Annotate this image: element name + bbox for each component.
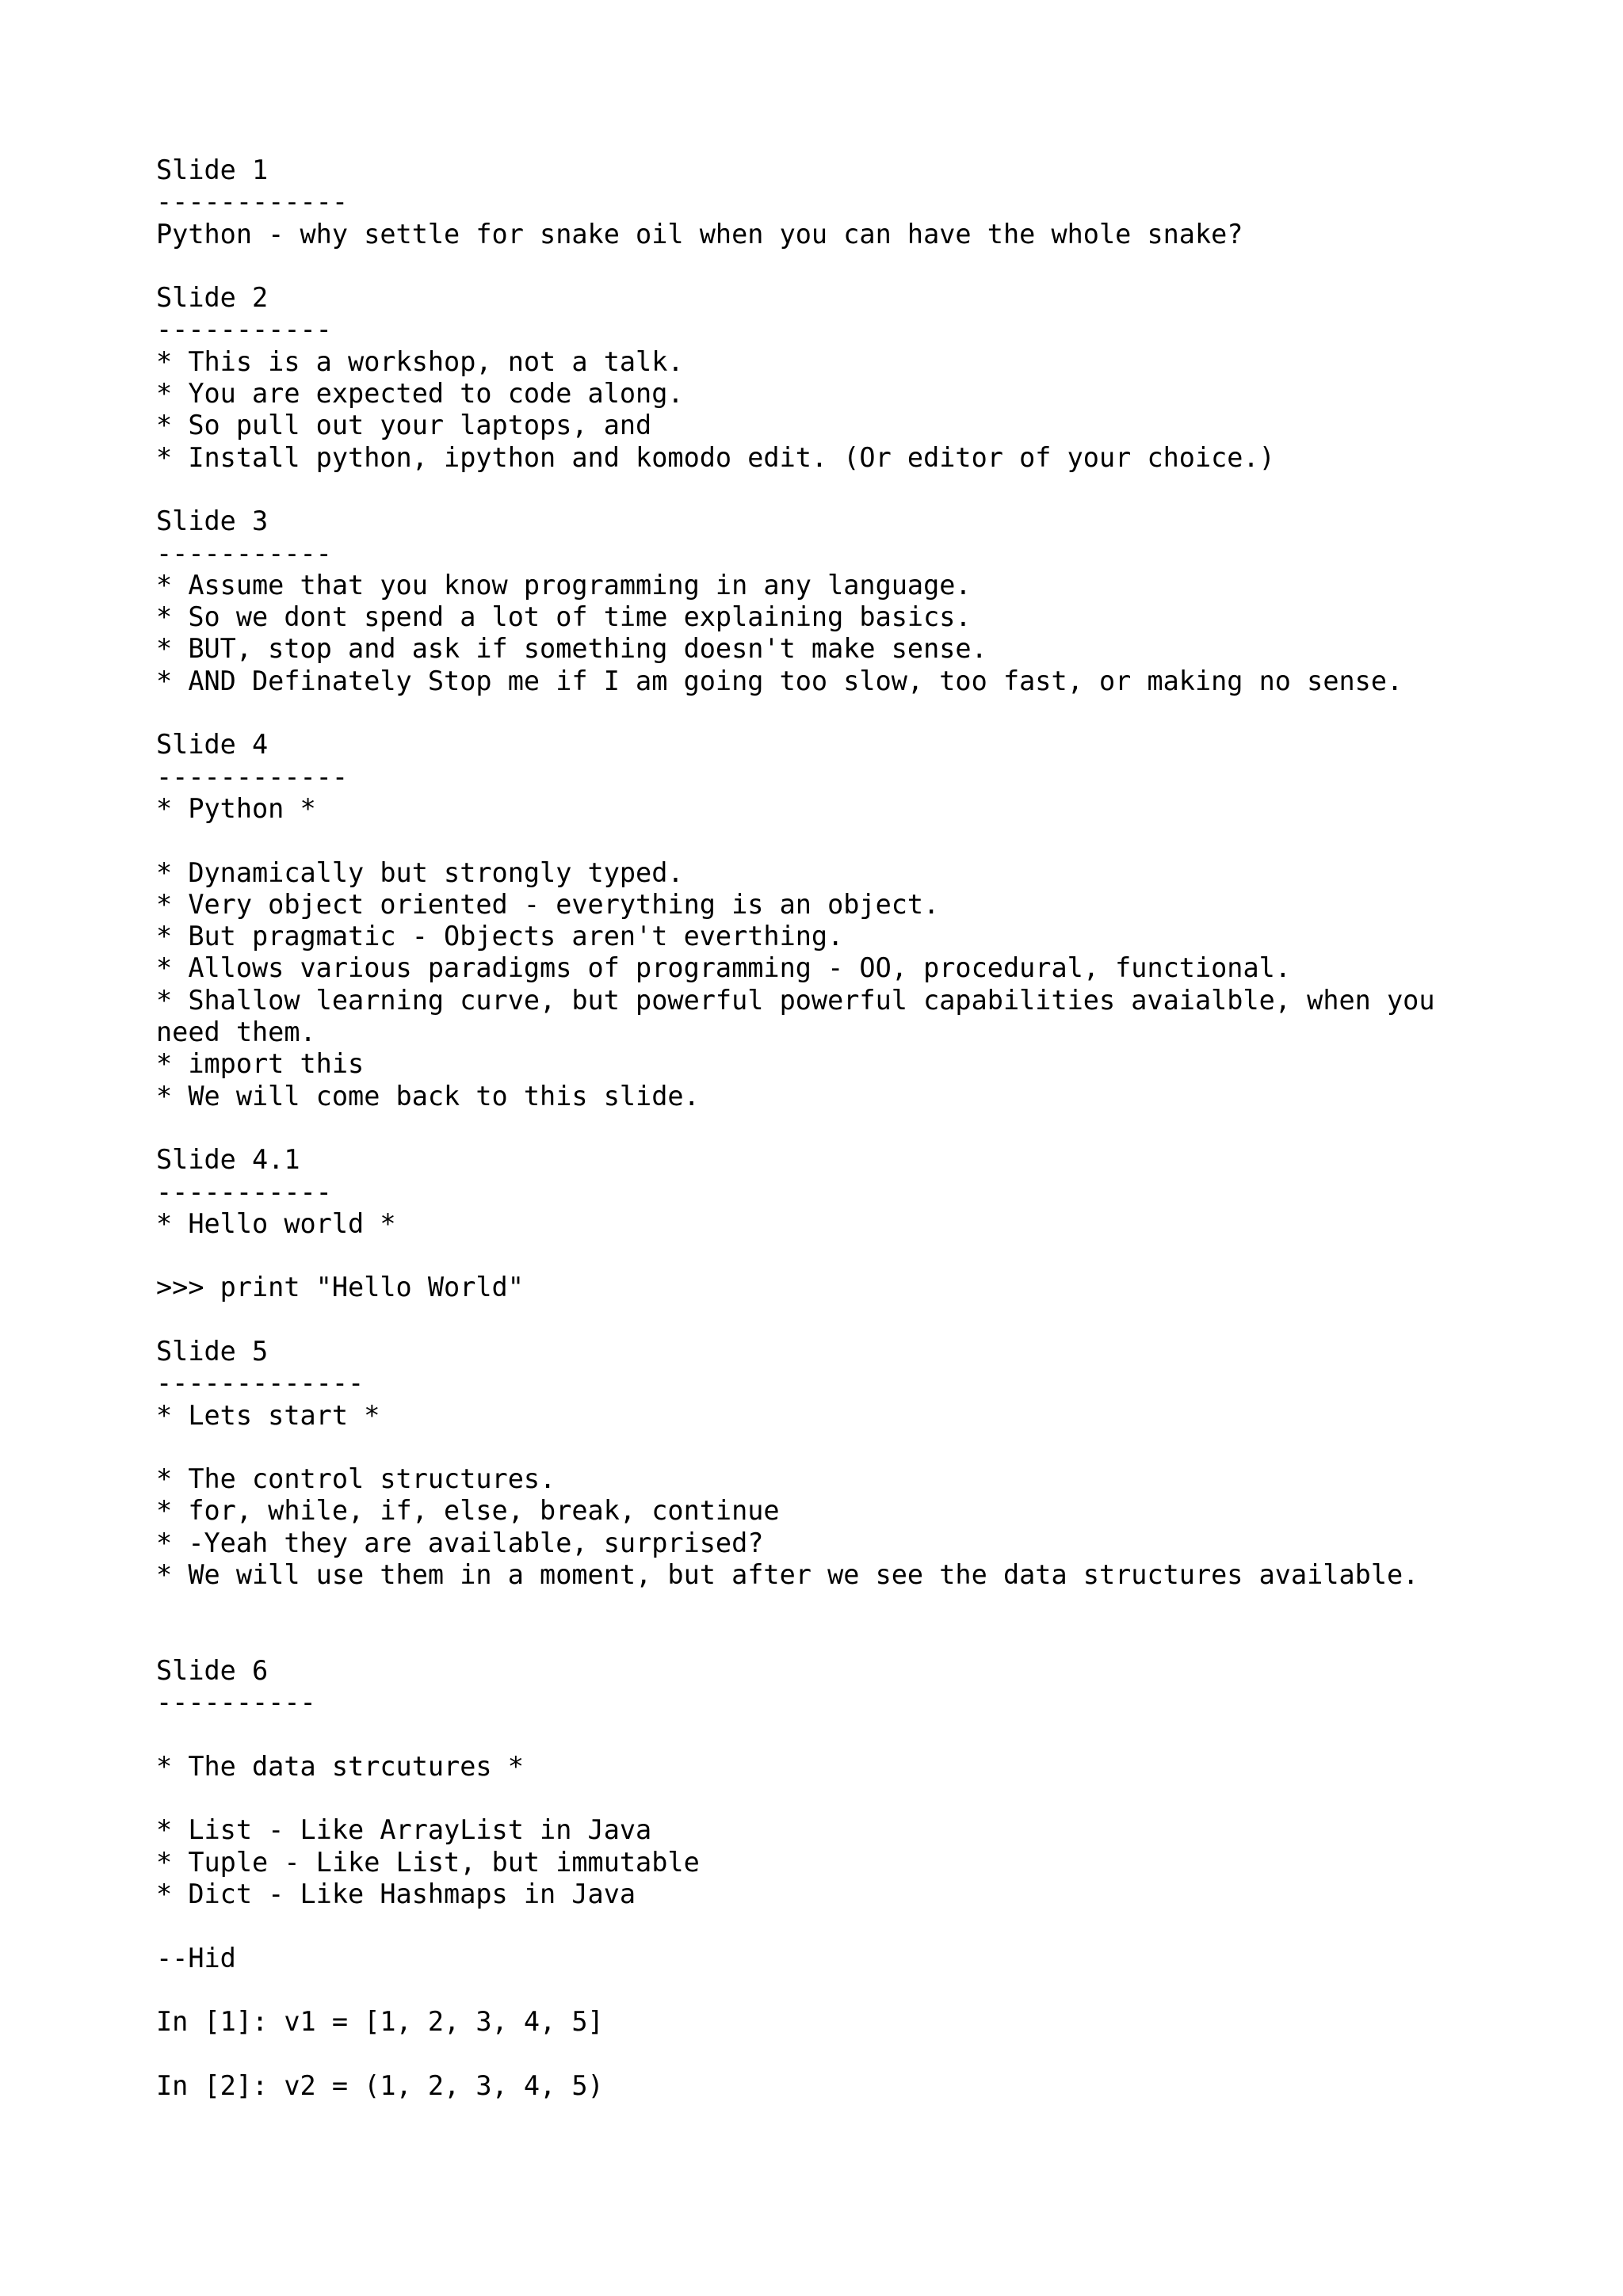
document-line — [156, 250, 1519, 282]
document-line — [156, 1304, 1519, 1336]
document-line — [156, 1240, 1519, 1272]
document-line: * Lets start * — [156, 1399, 380, 1431]
document-line: * Python * — [156, 792, 316, 824]
document-line: * So we dont spend a lot of time explaining basics. — [156, 601, 972, 633]
document-line: * Very object oriented - everything is an object. — [156, 888, 940, 920]
document-line: Slide 4.1 — [156, 1144, 300, 1176]
document-line: ----------- — [156, 1176, 332, 1207]
document-line: * So pull out your laptops, and — [156, 410, 652, 441]
document-line: * This is a workshop, not a talk. — [156, 345, 684, 377]
document-line: * Hello world * — [156, 1207, 396, 1239]
document-line: * Shallow learning curve, but powerful powerful capabilities avaialble, when you — [156, 984, 1435, 1016]
document-line: * Install python, ipython and komodo edit. (Or editor of your choice.) — [156, 441, 1275, 473]
document-line: * -Yeah they are available, surprised? — [156, 1527, 764, 1558]
document-line — [156, 1783, 1519, 1814]
document-line: ----------- — [156, 314, 332, 345]
document-line: Slide 6 — [156, 1654, 269, 1686]
document-line — [156, 2039, 1519, 2070]
document-line: * List - Like ArrayList in Java — [156, 1814, 652, 1846]
document-line — [156, 1974, 1519, 2006]
document-line — [156, 697, 1519, 729]
document-line: ------------- — [156, 1367, 365, 1399]
document-line: Slide 4 — [156, 729, 269, 761]
document-line — [156, 1623, 1519, 1655]
document-line — [156, 1910, 1519, 1942]
document-text — [156, 154, 1519, 2102]
document-line: In [1]: v1 = [1, 2, 3, 4, 5] — [156, 2006, 604, 2038]
document-line — [156, 474, 1519, 505]
document-line: Slide 3 — [156, 505, 269, 537]
document-line — [156, 825, 1519, 856]
document-line: * Dynamically but strongly typed. — [156, 856, 684, 888]
document-line — [156, 1112, 1519, 1144]
document-line — [156, 1432, 1519, 1463]
document-line: Slide 1 — [156, 154, 269, 185]
document-line: * Allows various paradigms of programming - OO, procedural, functional. — [156, 952, 1291, 984]
document-line: * BUT, stop and ask if something doesn't make sense. — [156, 633, 987, 665]
document-line: ----------- — [156, 537, 332, 569]
document-line: * AND Definately Stop me if I am going too slow, too fast, or making no sense. — [156, 665, 1403, 696]
document-line: * The control structures. — [156, 1463, 556, 1495]
document-line: ------------ — [156, 761, 349, 792]
document-line: Python - why settle for snake oil when you can have the whole snake? — [156, 218, 1243, 250]
document-line: --Hid — [156, 1942, 236, 1974]
document-line: ---------- — [156, 1687, 316, 1718]
document-line: * We will use them in a moment, but after we see the data structures available. — [156, 1559, 1419, 1591]
document-line: * We will come back to this slide. — [156, 1080, 700, 1112]
document-line: In [2]: v2 = (1, 2, 3, 4, 5) — [156, 2069, 604, 2101]
document-line: * You are expected to code along. — [156, 378, 684, 410]
document-line: * Dict - Like Hashmaps in Java — [156, 1878, 636, 1910]
document-line: ------------ — [156, 186, 349, 218]
document-line: * But pragmatic - Objects aren't everthing. — [156, 921, 844, 952]
document-line: Slide 2 — [156, 282, 269, 314]
document-line: * for, while, if, else, break, continue — [156, 1495, 780, 1527]
document-line: need them. — [156, 1016, 316, 1048]
document-line: Slide 5 — [156, 1335, 269, 1367]
document-line: * Assume that you know programming in any language. — [156, 569, 972, 601]
document-line — [156, 1719, 1519, 1751]
document-line: * import this — [156, 1048, 365, 1080]
document-line — [156, 1591, 1519, 1623]
document-line: * The data strcutures * — [156, 1750, 524, 1782]
document-line: >>> print "Hello World" — [156, 1272, 524, 1303]
document-line: * Tuple - Like List, but immutable — [156, 1846, 700, 1878]
